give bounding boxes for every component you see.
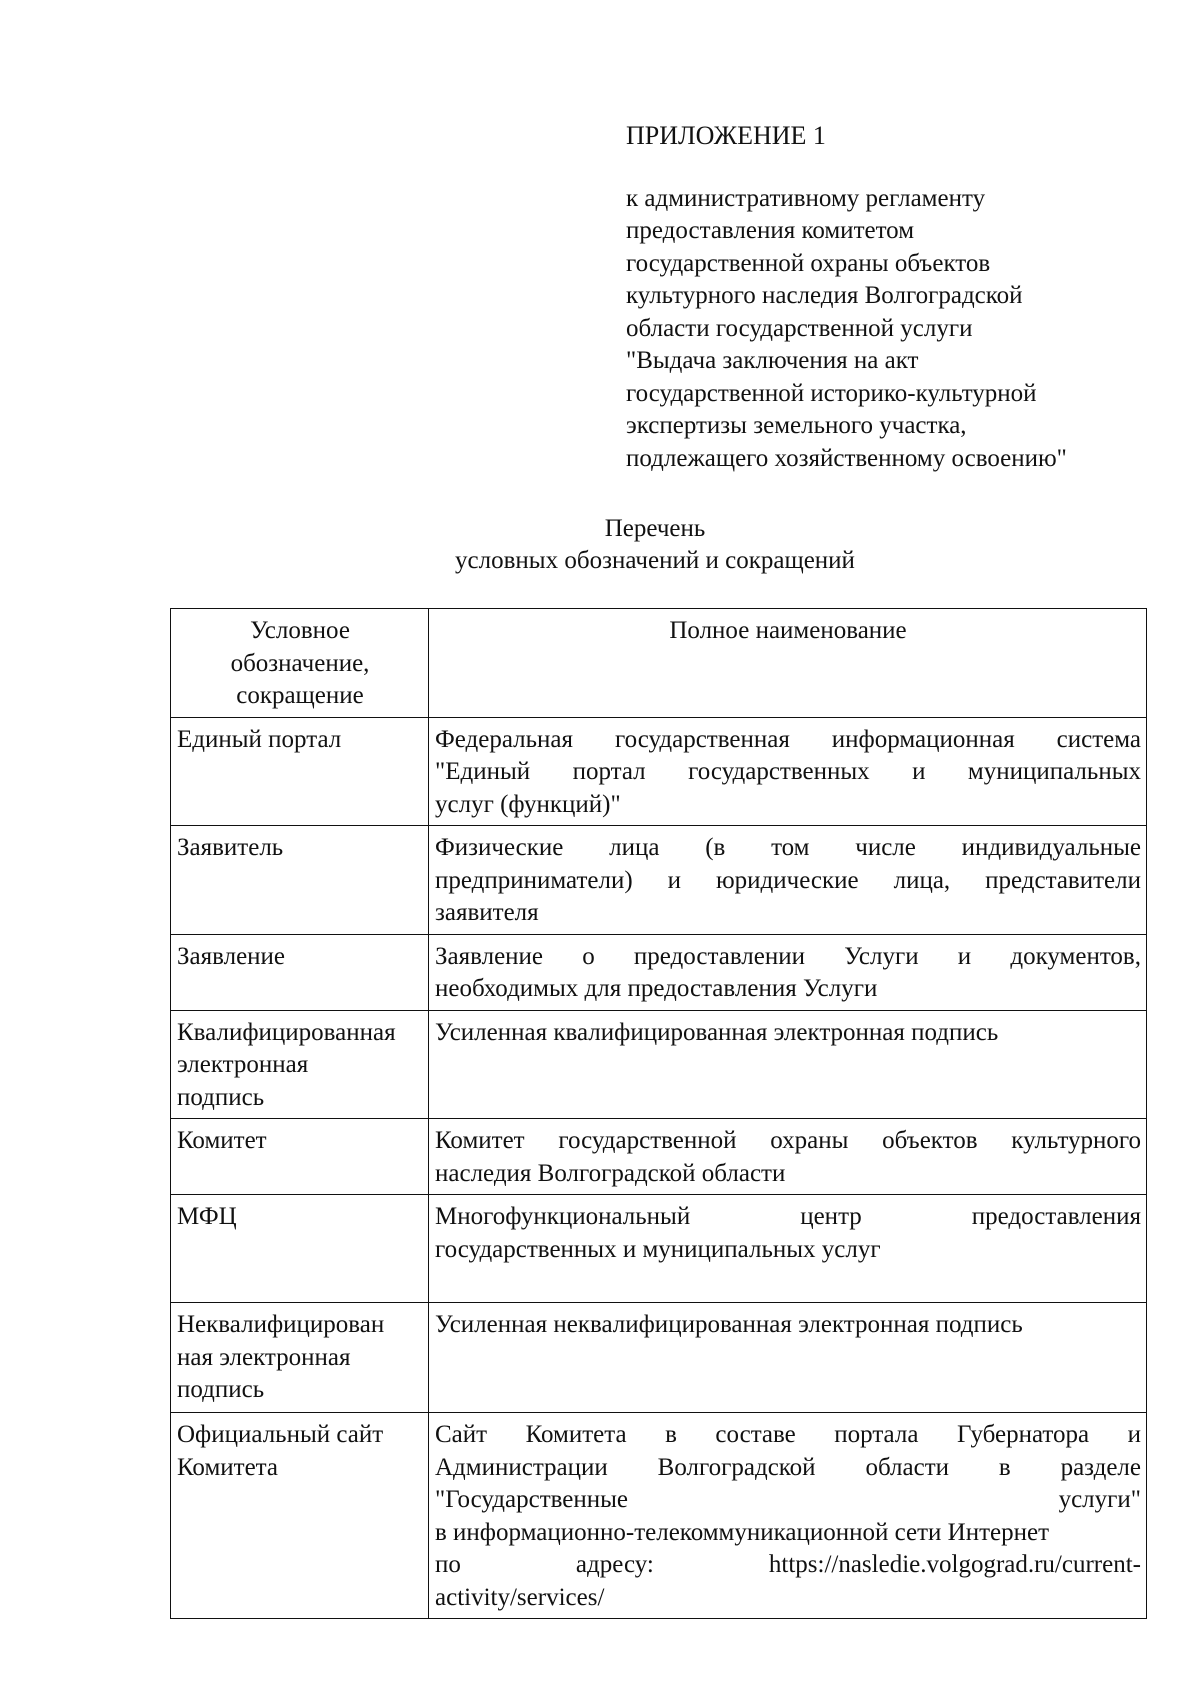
definition-line: Многофункциональный центр предоставления xyxy=(435,1203,1141,1230)
term-cell xyxy=(171,934,429,1010)
definition-line: Администрации Волгоградской области в разделе xyxy=(435,1453,1141,1481)
table-row xyxy=(171,826,1147,935)
annex-line: к административному регламенту xyxy=(626,184,986,212)
definition-line: услуг (функций)" xyxy=(435,790,621,818)
definition-line: наследия Волгоградской области xyxy=(435,1159,786,1187)
term-cell xyxy=(171,826,429,935)
table-row xyxy=(171,1195,1147,1303)
definition-line: "Государственные услуги" xyxy=(435,1486,1141,1513)
table-row xyxy=(171,934,1147,1010)
definition-cell xyxy=(429,1195,1147,1303)
annex-line: государственной историко-культурной xyxy=(626,379,1037,407)
term-text: подпись xyxy=(177,1083,265,1111)
definition-line: предприниматели) и юридические лица, представители xyxy=(435,866,1141,894)
term-cell xyxy=(171,1195,429,1303)
annex-line: области государственной услуги xyxy=(626,314,973,342)
term-text: подпись xyxy=(177,1376,265,1403)
definition-line: "Единый портал государственных и муниципальных xyxy=(435,758,1141,785)
term-text: Заявитель xyxy=(177,834,284,861)
header-definition: Полное наименование xyxy=(429,609,1147,718)
definition-line: Физические лица (в том числе индивидуальные xyxy=(435,834,1141,861)
header-term xyxy=(171,609,429,718)
term-text: ная электронная xyxy=(177,1343,351,1371)
annex-line: культурного наследия Волгоградской xyxy=(626,282,1023,309)
term-text: Единый портал xyxy=(177,725,342,753)
term-cell xyxy=(171,1413,429,1619)
definition-line: activity/services/ xyxy=(435,1583,605,1611)
definition-cell xyxy=(429,1303,1147,1413)
definition-cell xyxy=(429,1413,1147,1619)
term-text: Комитет xyxy=(177,1127,267,1154)
term-text: Комитета xyxy=(177,1453,279,1481)
annex-line: предоставления комитетом xyxy=(626,217,915,244)
definition-line: Заявление о предоставлении Услуги и документов, xyxy=(435,942,1141,970)
header-term-line: сокращение xyxy=(236,682,364,709)
header-term-line: Условное xyxy=(250,617,350,644)
abbreviations-table xyxy=(170,608,1147,1619)
annex-line: подлежащего хозяйственному освоению" xyxy=(626,444,1067,472)
annex-title: ПРИЛОЖЕНИЕ 1 xyxy=(626,121,826,150)
term-text: электронная xyxy=(177,1051,309,1078)
term-cell xyxy=(171,1010,429,1119)
definition-line: Усиленная неквалифицированная электронная подпись xyxy=(435,1311,1023,1338)
definition-line: в информационно-телекоммуникационной сети Интернет xyxy=(435,1518,1050,1546)
table-row xyxy=(171,1413,1147,1619)
term-text: Официальный сайт xyxy=(177,1421,384,1448)
term-text: Неквалифицирован xyxy=(177,1311,385,1338)
table-row xyxy=(171,1010,1147,1119)
definition-line: необходимых для предоставления Услуги xyxy=(435,975,878,1002)
definition-line: заявителя xyxy=(435,899,539,926)
header-term-line: обозначение, xyxy=(230,649,370,677)
annex-line: государственной охраны объектов xyxy=(626,249,991,277)
definition-line: Сайт Комитета в составе портала Губернатора и xyxy=(435,1421,1141,1448)
annex-block xyxy=(626,120,1146,475)
definition-line: Комитет государственной охраны объектов культурного xyxy=(435,1127,1141,1154)
definition-cell xyxy=(429,1119,1147,1195)
term-text: МФЦ xyxy=(177,1203,237,1230)
term-text: Квалифицированная xyxy=(177,1018,396,1046)
term-cell xyxy=(171,1303,429,1413)
term-cell xyxy=(171,1119,429,1195)
table-row xyxy=(171,717,1147,826)
definition-cell xyxy=(429,717,1147,826)
definition-line: по адресу: https://nasledie.volgograd.ru/current- xyxy=(435,1551,1141,1578)
annex-line: экспертизы земельного участка, xyxy=(626,412,967,439)
definition-line: Усиленная квалифицированная электронная подпись xyxy=(435,1018,999,1046)
list-heading xyxy=(0,513,1200,577)
table-header-row xyxy=(171,609,1147,718)
list-heading-title: Перечень xyxy=(604,515,706,542)
definition-line: государственных и муниципальных услуг xyxy=(435,1235,881,1263)
term-cell xyxy=(171,717,429,826)
definition-cell xyxy=(429,934,1147,1010)
table-row xyxy=(171,1303,1147,1413)
table-row xyxy=(171,1119,1147,1195)
definition-line: Федеральная государственная информационная система xyxy=(435,725,1141,753)
definition-cell xyxy=(429,826,1147,935)
list-heading-subtitle: условных обозначений и сокращений xyxy=(455,547,855,574)
term-text: Заявление xyxy=(177,942,286,970)
definition-cell xyxy=(429,1010,1147,1119)
annex-line: "Выдача заключения на акт xyxy=(626,347,919,374)
